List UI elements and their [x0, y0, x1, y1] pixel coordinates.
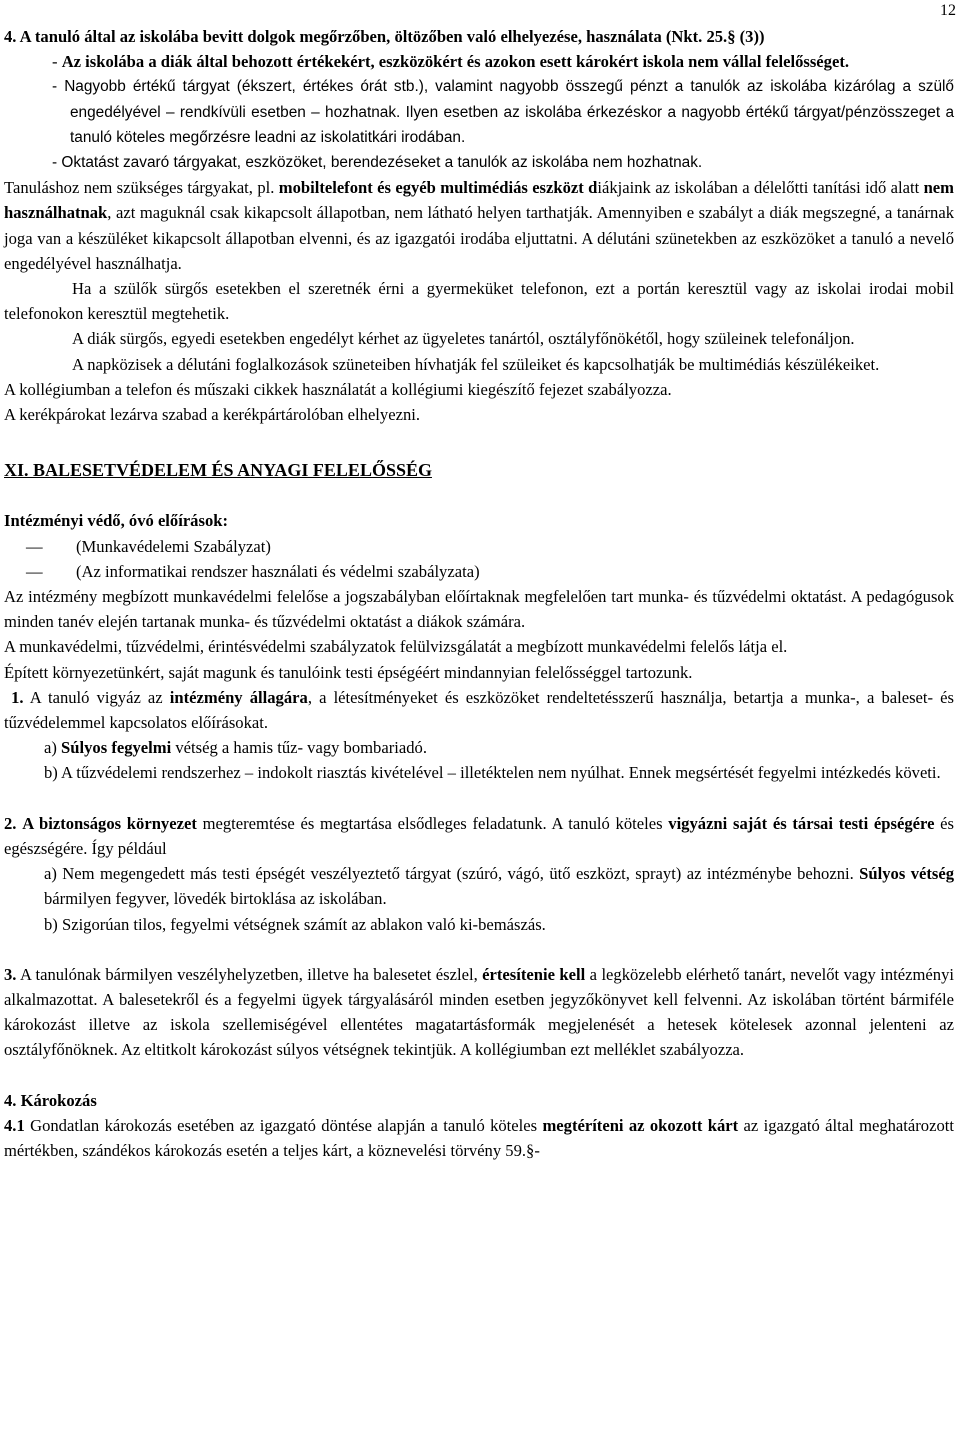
section-11-title: XI. BALESETVÉDELEM ÉS ANYAGI FELELŐSSÉG [4, 460, 432, 481]
paragraph: A kerékpárokat lezárva szabad a kerékpártárolóban elhelyezni. [4, 405, 421, 425]
numbered-item: 1. A tanuló vigyáz az intézmény állagára, a létesítményeket és eszközöket rendeltetésszerű használja, betartja a munka-, a baleset- és tűzvédelemmel kapcsolatos előírásokat. [4, 687, 954, 733]
list-item: — (Az informatikai rendszer használati és védelmi szabályzata) [4, 559, 954, 584]
document-body [4, 24, 954, 1163]
subheading: Intézményi védő, óvó előírások: [4, 511, 228, 531]
paragraph: A munkavédelmi, tűzvédelmi, érintésvédelmi szabályzatok felülvizsgálatát a megbízott munkavédelmi felelős látja el. [4, 637, 788, 657]
paragraph: Az intézmény megbízott munkavédelmi felelőse a jogszabályban előírtaknak megfelelően tart munka- és tűzvédelmi oktatást. A pedagógusok minden tanév elején tartanak munka- és tűzvédelmi oktatást a diákok számára. [4, 587, 954, 632]
spacer [4, 427, 954, 452]
numbered-item: 4.1 Gondatlan károkozás esetében az igazgató döntése alapján a tanuló köteles megtéríteni az okozott kárt az igazgató által meghatározott mértékben, szándékos károkozás esetén a teljes kárt, a köznevelési törvény 59.§- [4, 1115, 954, 1160]
sub-item: a) Súlyos fegyelmi vétség a hamis tűz- vagy bombariadó. [44, 738, 427, 758]
list-item: — (Munkavédelemi Szabályzat) [4, 534, 954, 559]
paragraph: A napközisek a délutáni foglalkozások szüneteiben hívhatják fel szüleiket és kapcsolhatják be multimédiás készülékeiket. [72, 354, 880, 374]
paragraph: Ha a szülők sürgős esetekben el szeretnék érni a gyermeküket telefonon, ezt a portán keresztül vagy az iskolai irodai mobil telefonokon keresztül megtehetik. [4, 279, 954, 324]
numbered-item: 2. A biztonságos környezet megteremtése és megtartása elsődleges feladatunk. A tanuló köteles vigyázni saját és társai testi épségére és egészségére. Így például [4, 813, 954, 858]
spacer [4, 483, 954, 508]
bullet-item: - Nagyobb értékű tárgyat (ékszert, értékes órát stb.), valamint nagyobb összegű pénzt a tanulók az iskolába kizárólag a szülő engedélyével – rendkívüli esetben – hozhatnak. Ilyen esetben az iskolába érkezéskor a nagyobb értékű tárgyat/pénzösszeget a tanuló köteles megőrzésre leadni az iskolatitkári irodában. [52, 78, 954, 146]
page-number: 12 [940, 2, 956, 19]
bullet-item: - Az iskolába a diák által behozott értékekért, eszközökért és azokon esett károkért iskola nem vállal felelősséget. [52, 52, 850, 72]
spacer [4, 786, 954, 811]
spacer [4, 937, 954, 962]
sub-item: b) A tűzvédelemi rendszerhez – indokolt riasztás kivételével – illetéktelen nem nyúlhat. Ennek megsértését fegyelmi intézkedés követi. [44, 763, 941, 783]
spacer [4, 1063, 954, 1088]
bullet-item: - Oktatást zavaró tárgyakat, eszközöket, berendezéseket a tanulók az iskolába nem hozhatnak. [52, 154, 703, 172]
paragraph: A kollégiumban a telefon és műszaki cikkek használatát a kollégiumi kiegészítő fejezet szabályozza. [4, 379, 672, 399]
subheading: 4. Károkozás [4, 1090, 97, 1110]
paragraph: Tanuláshoz nem szükséges tárgyakat, pl. mobiltelefont és egyéb multimédiás eszközt diákjaink az iskolában a délelőtti tanítási idő alatt nem használhatnak, azt maguknál csak kikapcsolt állapotban, nem látható helyen tarthatják. Amennyiben e szabályt a diák megszegné, a tanárnak joga van a készüléket kikapcsolt állapotban elvenni, és az igazgatói irodába eljuttatni. A délutáni szünetekben az eszközöket a tanuló a nevelő engedélyével használhatja. [4, 178, 954, 273]
numbered-item: 3. A tanulónak bármilyen veszélyhelyzetben, illetve ha balesetet észlel, értesítenie kell a legközelebb elérhető tanárt, nevelőt vagy intézményi alkalmazottat. A balesetekről és a fegyelmi ügyek tárgyalásáról minden esetben jegyzőkönyvet kell felvenni. Az iskolában történt bármiféle károkozást illetve az iskola szellemiségével ellentétes magatartásformák megjelenését a hetesek kötelesek azonnal jelenteni az osztályfőnöknek. Az eltitkolt károkozást súlyos vétségnek tekintjük. A kollégiumban ezt melléklet szabályozza. [4, 964, 954, 1060]
section-4-title: 4. A tanuló által az iskolába bevitt dolgok megőrzőben, öltözőben való elhelyezése, használata (Nkt. 25.§ (3)) [4, 27, 765, 46]
paragraph: A diák sürgős, egyedi esetekben engedélyt kérhet az ügyeletes tanártól, osztályfőnökétől, hogy szüleinek telefonáljon. [72, 329, 855, 349]
sub-item: b) Szigorúan tilos, fegyelmi vétségnek számít az ablakon való ki-bemászás. [44, 914, 546, 934]
paragraph: Épített környezetünkért, saját magunk és tanulóink testi épségéért mindannyian felelősséggel tartozunk. [4, 662, 693, 682]
sub-item: a) Nem megengedett más testi épségét veszélyeztető tárgyat (szúró, vágó, ütő eszközt, sprayt) az intézménybe behozni. Súlyos vétség bármilyen fegyver, lövedék birtoklása az iskolában. [44, 864, 955, 909]
